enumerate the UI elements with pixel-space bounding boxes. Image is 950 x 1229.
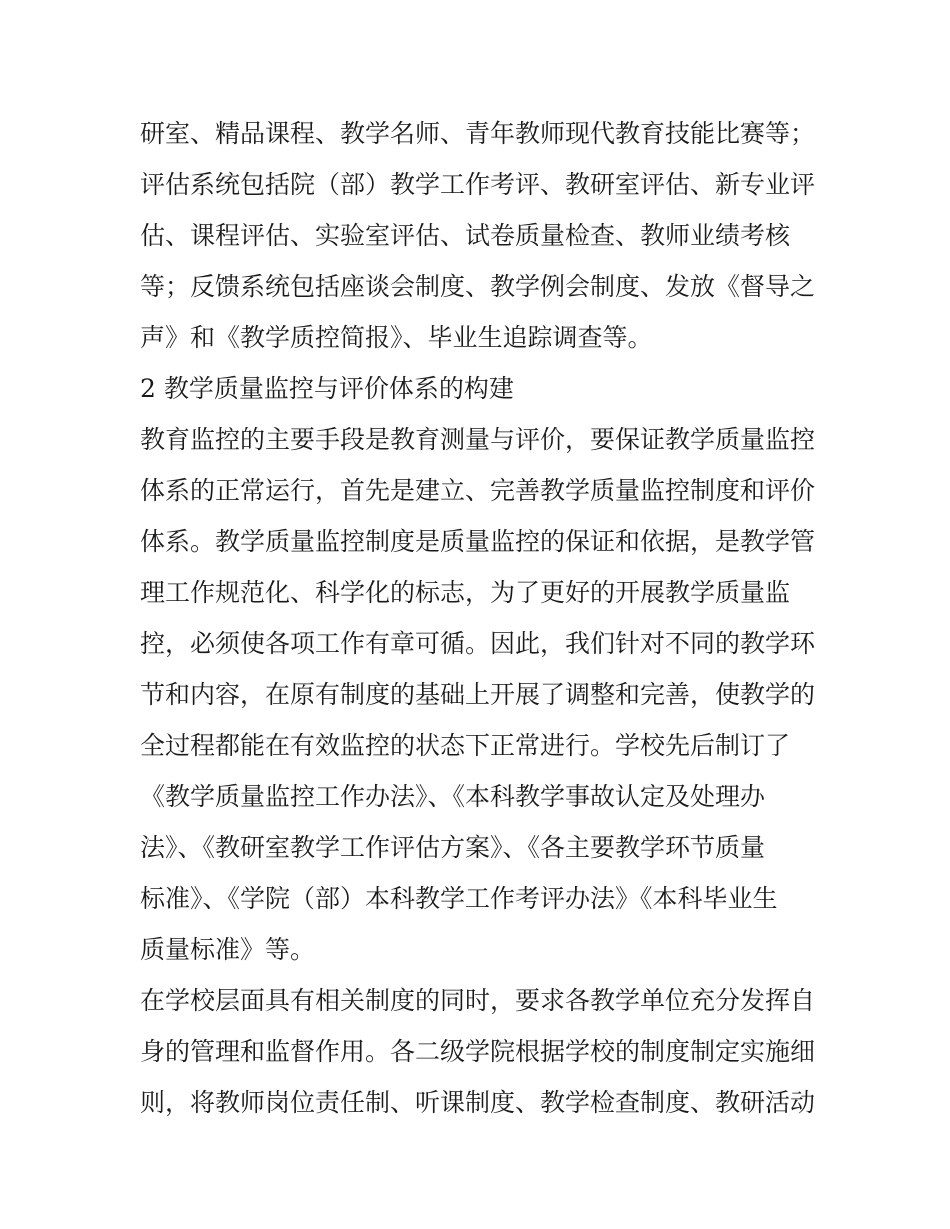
section-heading: 2 教学质量监控与评价体系的构建 [140,374,514,403]
text-line: 评估系统包括院（部）教学工作考评、教研室评估、新专业评 [140,170,816,199]
paragraph-3 [140,975,820,1128]
document-body [140,108,820,1128]
text-line: 研室、精品课程、教学名师、青年教师现代教育技能比赛等； [140,119,816,148]
text-line: 质量标准》等。 [140,935,316,964]
text-line: 教育监控的主要手段是教育测量与评价，要保证教学质量监控 [140,425,816,454]
text-line: 估、课程评估、实验室评估、试卷质量检查、教师业绩考核 [140,221,791,250]
text-line: 法》、《教研室教学工作评估方案》、《各主要教学环节质量 [140,833,766,862]
text-line: 体系的正常运行，首先是建立、完善教学质量监控制度和评价 [140,476,816,505]
text-line: 在学校层面具有相关制度的同时，要求各教学单位充分发挥自 [140,986,816,1015]
text-line: 等；反馈系统包括座谈会制度、教学例会制度、发放《督导之 [140,272,816,301]
text-line: 体系。教学质量监控制度是质量监控的保证和依据，是教学管 [140,527,816,556]
paragraph-1 [140,108,820,363]
text-line: 控，必须使各项工作有章可循。因此，我们针对不同的教学环 [140,629,816,658]
text-line: 则，将教师岗位责任制、听课制度、教学检查制度、教研活动 [140,1088,816,1117]
text-line: 理工作规范化、科学化的标志，为了更好的开展教学质量监 [140,578,791,607]
text-line: 《教学质量监控工作办法》、《本科教学事故认定及处理办 [140,782,766,811]
text-line: 身的管理和监督作用。各二级学院根据学校的制度制定实施细 [140,1037,816,1066]
text-line: 全过程都能在有效监控的状态下正常进行。学校先后制订了 [140,731,791,760]
text-line: 标准》、《学院（部）本科教学工作考评办法》《本科毕业生 [140,884,778,913]
paragraph-2 [140,414,820,975]
text-line: 声》和《教学质控简报》、毕业生追踪调查等。 [140,323,653,352]
text-line: 节和内容，在原有制度的基础上开展了调整和完善，使教学的 [140,680,816,709]
